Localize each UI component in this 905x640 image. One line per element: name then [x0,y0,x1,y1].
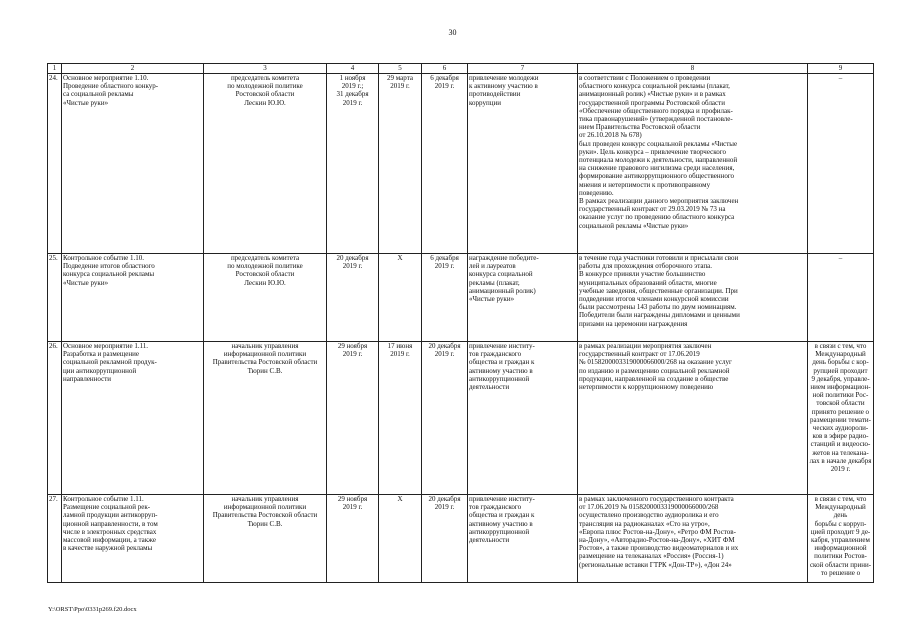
info-cell: в рамках реализации мероприятия заключен государственный контракт от 17.06.2019 № 0158200003319000066000/268 на оказание услуг по изданию и размещению социальной рекламной продукции, направленной на создание в обществе нетерпимости к коррупционному поведению [578,342,808,495]
report-table [47,63,874,583]
actual-end-cell: 6 декабря 2019 г. [422,254,468,342]
actual-end-cell: 20 декабря 2019 г. [422,342,468,495]
note-cell: – [808,254,874,342]
responsible-cell: председатель комитета по молодежной политике Ростовской области Лескин Ю.Ю. [204,254,327,342]
event-cell: Основное мероприятие 1.11. Разработка и размещение социальной рекламной продук- ции антикоррупционной направленности [62,342,204,495]
result-cell: награждение победите- лей и лауреатов конкурса социальной рекламы (плакат, анимационный ролик) «Чистые руки» [468,254,578,342]
responsible-cell: начальник управления информационной политики Правительства Ростовской области Тюрин С.В. [204,495,327,583]
info-cell: в рамках заключенного государственного контракта от 17.06.2019 № 0158200003319000066000/268 осуществлено производство аудиоролика и его трансляция на радиоканалах «Сто на утро», «Европа плюс Ростов-на-Дону», «Ретро ФМ Ростов- на-Дону», «Авторадио-Ростов-на-Дону», «ХИТ ФМ Ростов», а также производство видеоматериалов и их размещение на телеканалах «Россия» (Россия-1) (региональные вставки ГТРК «Дон-ТР»), «Дон 24» [578,495,808,583]
table-row [48,342,874,495]
row-number: 25. [48,254,62,342]
event-cell: Контрольное событие 1.11. Размещение социальной рек- ламной продукции антикорруп- ционной направленности, в том числе в электронных средствах массовой информации, а также в качестве наружной рекламы [62,495,204,583]
column-header: 6 [422,64,468,74]
row-number: 24. [48,74,62,254]
column-header: 5 [379,64,422,74]
result-cell: привлечение институ- тов гражданского общества и граждан к активному участию в антикоррупционной деятельности [468,495,578,583]
table-row [48,74,874,254]
event-cell: Основное мероприятие 1.10. Проведение областного конкур- са социальной рекламы «Чистые руки» [62,74,204,254]
column-header: 7 [468,64,578,74]
row-number: 27. [48,495,62,583]
event-cell: Контрольное событие 1.10. Подведение итогов областного конкурса социальной рекламы «Чистые руки» [62,254,204,342]
column-number-row [48,64,874,74]
page-number: 30 [448,28,457,37]
file-path-footer: Y:\ORST\Ppo\0331p269.f20.docx [48,606,137,613]
table-row [48,254,874,342]
column-header: 3 [204,64,327,74]
column-header: 8 [578,64,808,74]
note-cell: в связи с тем, что Международный день борьбы с кор- рупцией проходит 9 декабря, управле- нием информацион- ной политики Рос- товской области принято решение о размещении темати- ческих аудиороли- ков в эфире радио- станций и видеосю- жетов на телекана- лах в начале декабря 2019 г. [808,342,874,495]
planned-date-cell: 20 декабря 2019 г. [327,254,379,342]
table-row [48,495,874,583]
planned-date-cell: 1 ноября 2019 г.; 31 декабря 2019 г. [327,74,379,254]
actual-start-cell: X [379,254,422,342]
row-number: 26. [48,342,62,495]
result-cell: привлечение молодежи к активному участию в противодействии коррупции [468,74,578,254]
planned-date-cell: 29 ноября 2019 г. [327,495,379,583]
column-header: 1 [48,64,62,74]
responsible-cell: председатель комитета по молодежной политике Ростовской области Лескин Ю.Ю. [204,74,327,254]
note-cell: в связи с тем, что Международный день борьбы с корруп- цией проходит 9 де- кабря, управлением информационной политики Ростов- ской области прини- то решение о [808,495,874,583]
actual-end-cell: 20 декабря 2019 г. [422,495,468,583]
info-cell: в течение года участники готовили и присылали свои работы для прохождения отборочного этапа. В конкурсе приняли участие большинство муниципальных образований области, многие учебные заведения, общественные организации. При подведении итогов членами конкурсной комиссии были рассмотрены 143 работы по двум номинациям. Победители были награждены дипломами и ценными призами на церемонии награждения [578,254,808,342]
column-header: 2 [62,64,204,74]
actual-start-cell: X [379,495,422,583]
responsible-cell: начальник управления информационной политики Правительства Ростовской области Тюрин С.В. [204,342,327,495]
actual-end-cell: 6 декабря 2019 г. [422,74,468,254]
actual-start-cell: 17 июня 2019 г. [379,342,422,495]
note-cell: – [808,74,874,254]
column-header: 9 [808,64,874,74]
planned-date-cell: 29 ноября 2019 г. [327,342,379,495]
column-header: 4 [327,64,379,74]
result-cell: привлечение институ- тов гражданского общества и граждан к активному участию в антикоррупционной деятельности [468,342,578,495]
actual-start-cell: 29 марта 2019 г. [379,74,422,254]
info-cell: в соответствии с Положением о проведении областного конкурса социальной рекламы (плакат, анимационный ролик) «Чистые руки» и в рамках государственной программы Ростовской области «Обеспечение общественного порядка и профилак- тика правонарушений» (утвержденной постановле- нием Правительства Ростовской области от 26.10.2018 № 678) был проведен конкурс социальной рекламы «Чистые руки». Цель конкурса – привлечение творческого потенциала молодежи к деятельности, направленной на снижение правового нигилизма среди населения, формирование антикоррупционного общественного мнения и нетерпимости к противоправному поведению. В рамках реализации данного мероприятия заключен государственный контракт от 29.03.2019 № 73 на оказание услуг по проведению областного конкурса социальной рекламы «Чистые руки» [578,74,808,254]
